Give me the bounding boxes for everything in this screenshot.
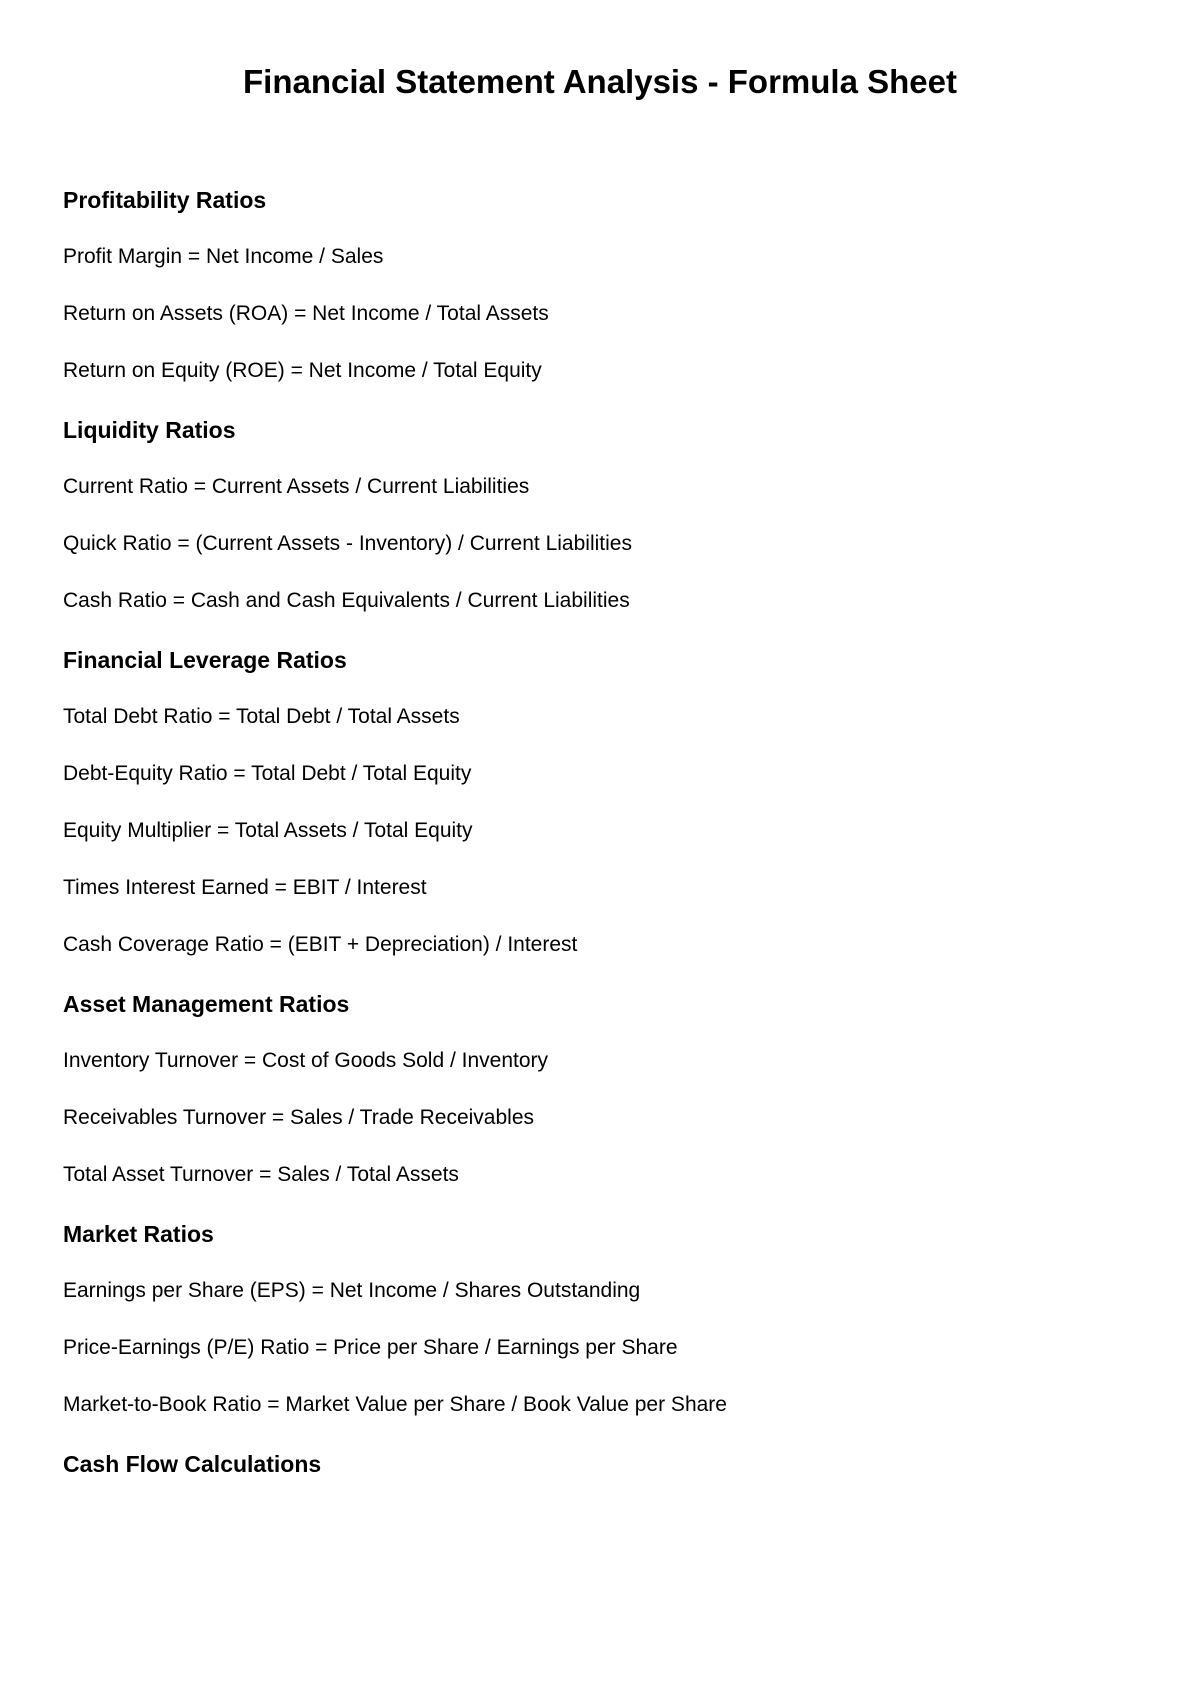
section-asset-management-ratios [63,986,1143,1193]
formula-return-on-assets: Return on Assets (ROA) = Net Income / Total Assets [63,302,549,325]
section-heading: Cash Flow Calculations [63,1451,322,1477]
section-cash-flow-calculations [63,1446,1143,1482]
formula-equity-multiplier: Equity Multiplier = Total Assets / Total Equity [63,819,473,842]
section-profitability-ratios [63,182,1143,389]
formula-receivables-turnover: Receivables Turnover = Sales / Trade Receivables [63,1106,534,1129]
section-financial-leverage-ratios [63,642,1143,963]
formula-times-interest-earned: Times Interest Earned = EBIT / Interest [63,876,427,899]
formula-total-asset-turnover: Total Asset Turnover = Sales / Total Assets [63,1163,459,1186]
formula-cash-coverage-ratio: Cash Coverage Ratio = (EBIT + Depreciation) / Interest [63,933,578,956]
section-market-ratios [63,1216,1143,1423]
formula-quick-ratio: Quick Ratio = (Current Assets - Inventory) / Current Liabilities [63,532,632,555]
formula-inventory-turnover: Inventory Turnover = Cost of Goods Sold / Inventory [63,1049,548,1072]
formula-cash-ratio: Cash Ratio = Cash and Cash Equivalents / Current Liabilities [63,589,630,612]
section-heading: Liquidity Ratios [63,417,236,443]
section-heading: Financial Leverage Ratios [63,647,347,673]
section-liquidity-ratios [63,412,1143,619]
formula-price-earnings-ratio: Price-Earnings (P/E) Ratio = Price per Share / Earnings per Share [63,1336,678,1359]
formula-total-debt-ratio: Total Debt Ratio = Total Debt / Total Assets [63,705,460,728]
formula-return-on-equity: Return on Equity (ROE) = Net Income / Total Equity [63,359,542,382]
document-title: Financial Statement Analysis - Formula Sheet [243,63,957,100]
section-heading: Asset Management Ratios [63,991,350,1017]
formula-current-ratio: Current Ratio = Current Assets / Current Liabilities [63,475,530,498]
formula-market-to-book-ratio: Market-to-Book Ratio = Market Value per Share / Book Value per Share [63,1393,727,1416]
formula-debt-equity-ratio: Debt-Equity Ratio = Total Debt / Total Equity [63,762,472,785]
section-heading: Profitability Ratios [63,187,267,213]
formula-content [63,182,1143,1503]
formula-profit-margin: Profit Margin = Net Income / Sales [63,245,384,268]
formula-earnings-per-share: Earnings per Share (EPS) = Net Income / Shares Outstanding [63,1279,641,1302]
section-heading: Market Ratios [63,1221,214,1247]
